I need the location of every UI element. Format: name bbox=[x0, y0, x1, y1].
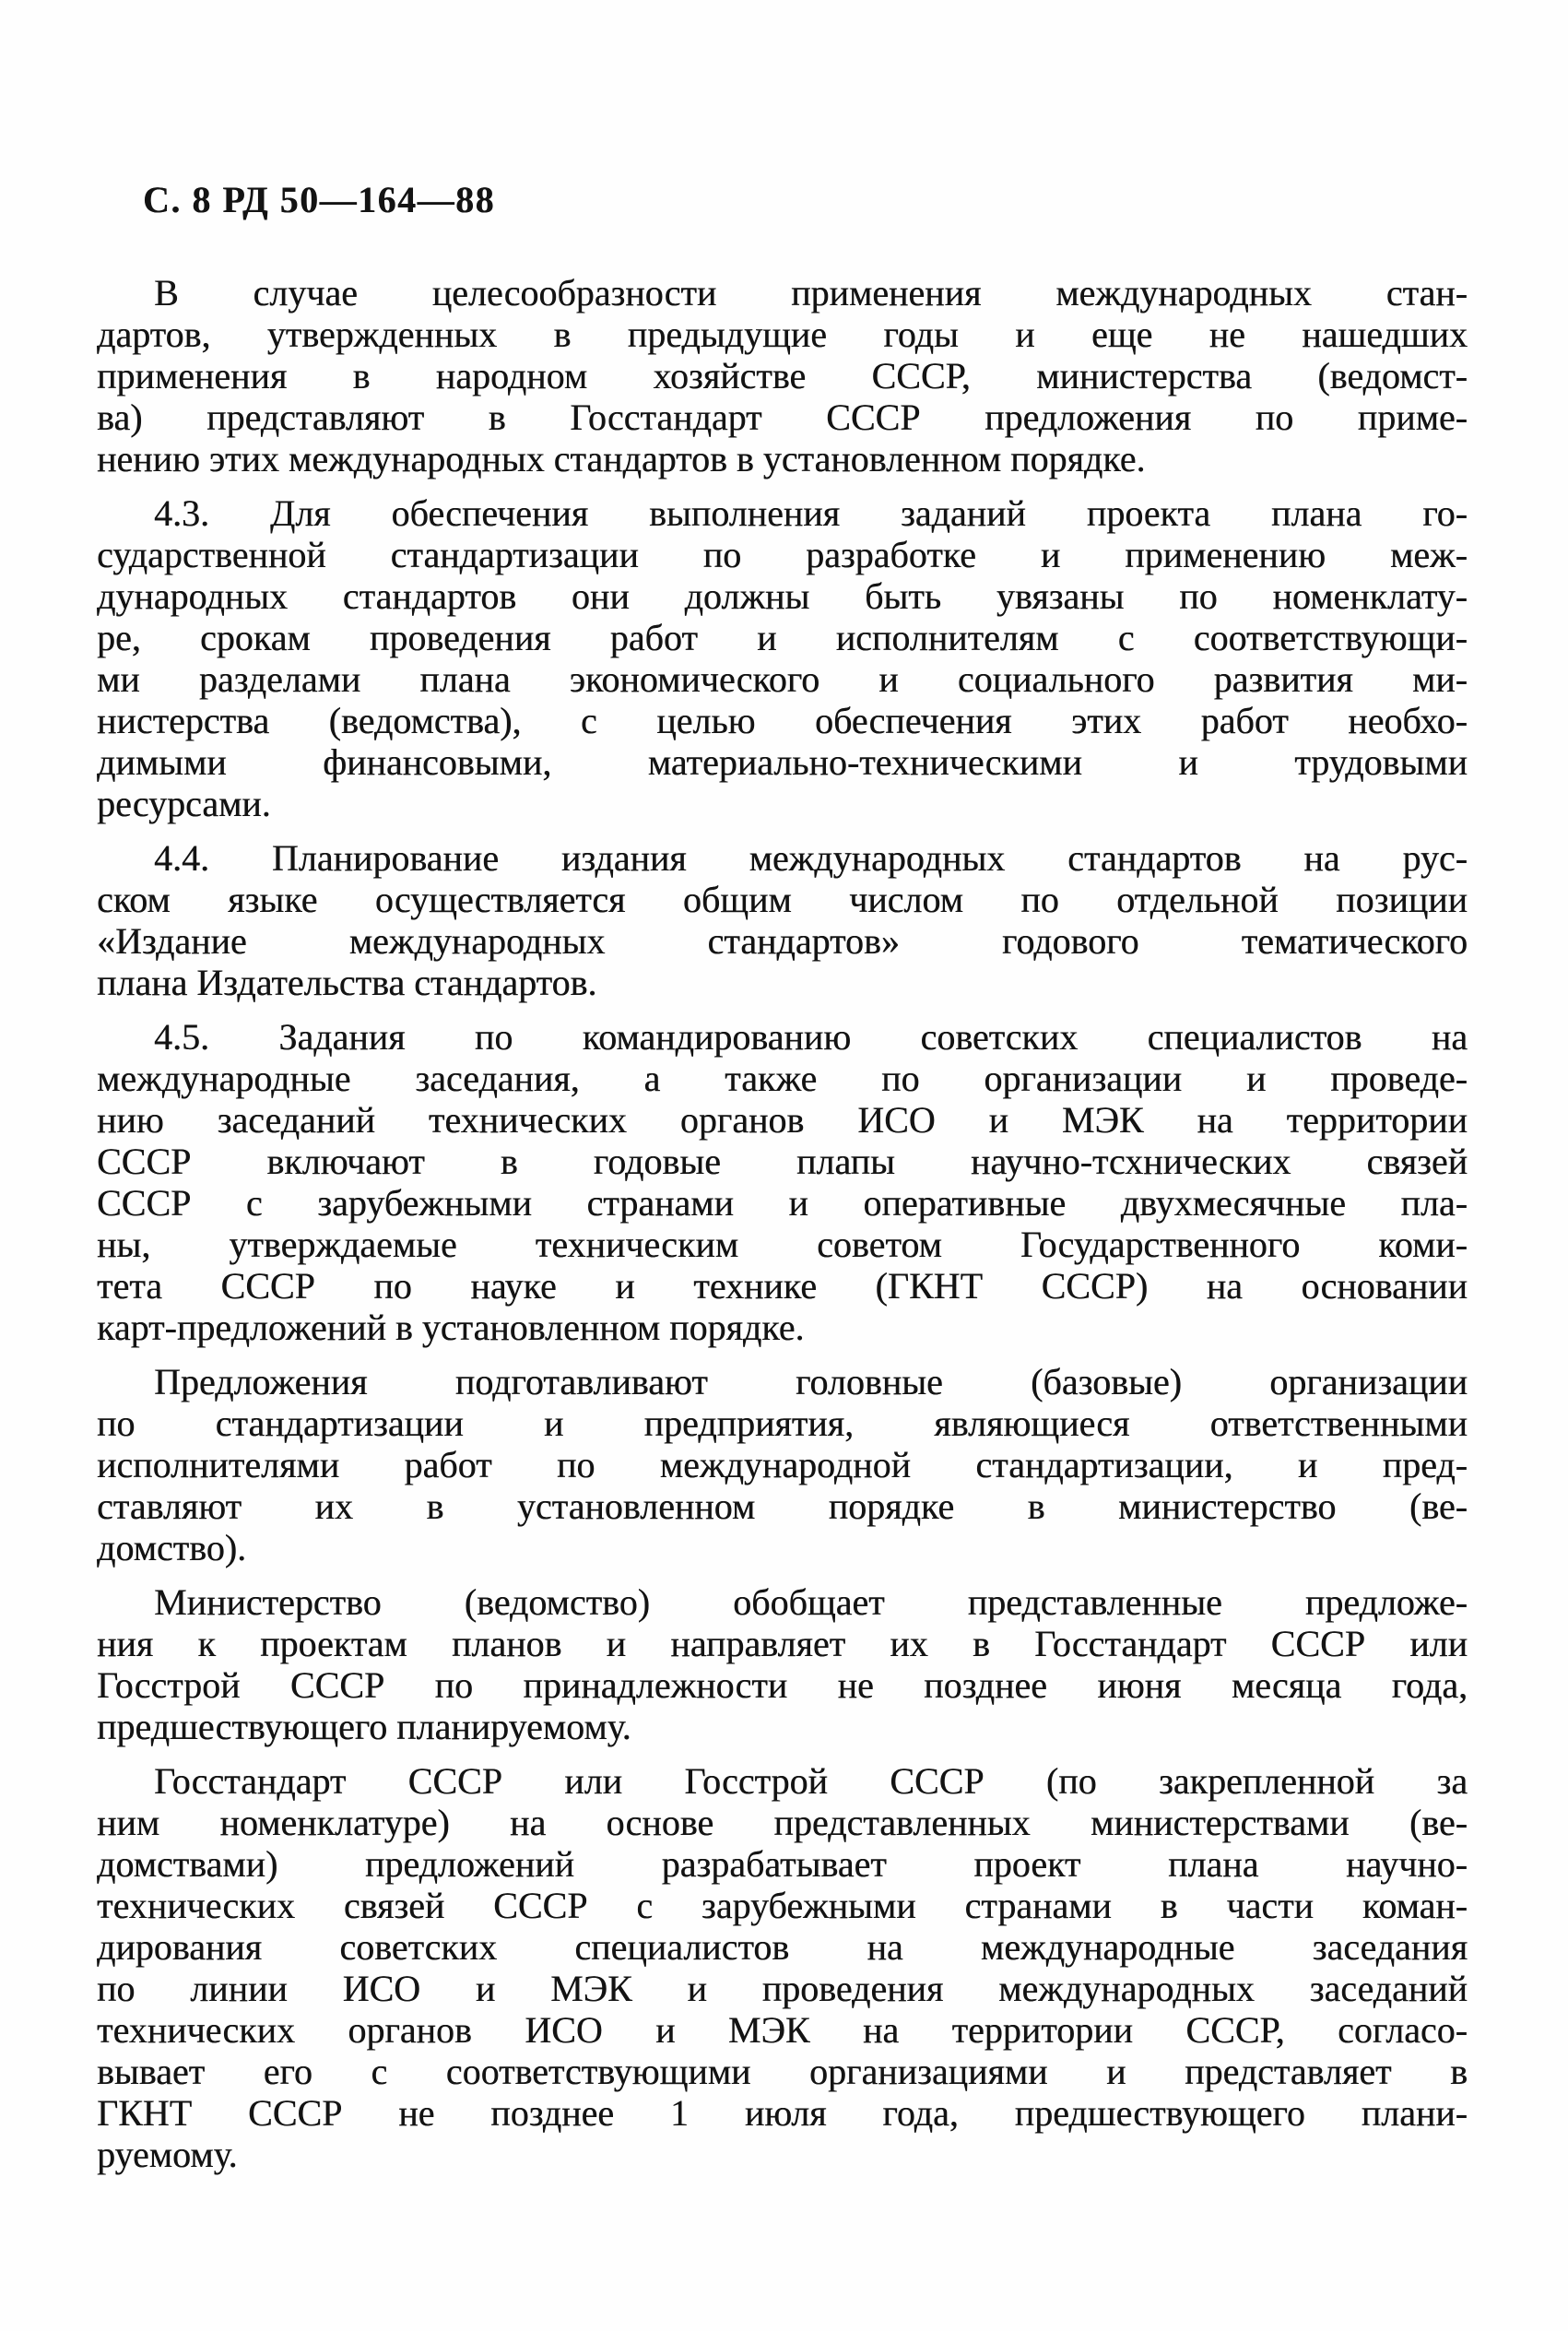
text-line: карт-предложений в установленном порядке. bbox=[97, 1307, 805, 1348]
text-line: руемому. bbox=[97, 2134, 238, 2175]
text-line: нению этих международных стандартов в установленном порядке. bbox=[97, 438, 1146, 479]
text-line: применения в народном хозяйстве СССР, министерства (ведомст- bbox=[97, 355, 1468, 396]
text-line: Госстрой СССР по принадлежности не позднее июня месяца года, bbox=[97, 1664, 1468, 1706]
text-line: домствами) предложений разрабатывает проект плана научно- bbox=[97, 1843, 1468, 1885]
text-line: ва) представляют в Госстандарт СССР предложения по приме- bbox=[97, 396, 1468, 438]
text-line: дирования советских специалистов на международные заседания bbox=[97, 1926, 1468, 1968]
text-line: ре, срокам проведения работ и исполнителям с соответствующи- bbox=[97, 617, 1468, 658]
paragraph bbox=[97, 492, 1468, 824]
text-line: технических органов ИСО и МЭК на территории СССР, согласо- bbox=[97, 2009, 1468, 2051]
text-line: по линии ИСО и МЭК и проведения международных заседаний bbox=[97, 1968, 1468, 2009]
document-body bbox=[97, 272, 1468, 2188]
paragraph bbox=[97, 837, 1468, 1003]
paragraph bbox=[97, 1361, 1468, 1568]
text-line: ми разделами плана экономического и социального развития ми- bbox=[97, 658, 1468, 700]
paragraph bbox=[97, 1760, 1468, 2175]
text-line: дународных стандартов они должны быть увязаны по номенклату- bbox=[97, 575, 1468, 617]
text-line: плана Издательства стандартов. bbox=[97, 962, 597, 1003]
text-line: ны, утверждаемые техническим советом Государственного коми- bbox=[97, 1224, 1468, 1265]
text-line: СССР включают в годовые плапы научно-тсхнических связей bbox=[97, 1141, 1468, 1182]
text-line: предшествующего планируемому. bbox=[97, 1706, 631, 1747]
text-line: технических связей СССР с зарубежными странами в части коман- bbox=[97, 1885, 1468, 1926]
paragraph bbox=[97, 272, 1468, 479]
text-line: тета СССР по науке и технике (ГКНТ СССР) на основании bbox=[97, 1265, 1468, 1307]
text-line: В случае целесообразности применения международных стан- bbox=[154, 272, 1468, 314]
text-line: 4.5. Задания по командированию советских специалистов на bbox=[154, 1016, 1468, 1058]
text-line: ставляют их в установленном порядке в министерство (ве- bbox=[97, 1485, 1468, 1527]
text-line: дартов, утвержденных в предыдущие годы и еще не нашедших bbox=[97, 314, 1468, 355]
text-line: ним номенклатуре) на основе представленных министерствами (ве- bbox=[97, 1802, 1468, 1843]
text-line: СССР с зарубежными странами и оперативные двухмесячные пла- bbox=[97, 1182, 1468, 1224]
text-line: нию заседаний технических органов ИСО и МЭК на территории bbox=[97, 1099, 1468, 1141]
paragraph bbox=[97, 1581, 1468, 1747]
text-line: «Издание международных стандартов» годового тематического bbox=[97, 920, 1468, 962]
text-line: ния к проектам планов и направляет их в Госстандарт СССР или bbox=[97, 1623, 1468, 1664]
text-line: исполнителями работ по международной стандартизации, и пред- bbox=[97, 1444, 1468, 1485]
text-line: 4.3. Для обеспечения выполнения заданий проекта плана го- bbox=[154, 492, 1468, 534]
paragraph bbox=[97, 1016, 1468, 1348]
text-line: вывает его с соответствующими организациями и представляет в bbox=[97, 2051, 1468, 2092]
text-line: международные заседания, а также по организации и проведе- bbox=[97, 1058, 1468, 1099]
text-line: нистерства (ведомства), с целью обеспечения этих работ необхо- bbox=[97, 700, 1468, 741]
text-line: 4.4. Планирование издания международных стандартов на рус- bbox=[154, 837, 1468, 879]
text-line: сударственной стандартизации по разработке и применению меж- bbox=[97, 534, 1468, 575]
text-line: димыми финансовыми, материально-техническими и трудовыми bbox=[97, 741, 1468, 783]
text-line: ресурсами. bbox=[97, 783, 271, 824]
text-line: ском языке осуществляется общим числом по отдельной позиции bbox=[97, 879, 1468, 920]
text-line: Госстандарт СССР или Госстрой СССР (по закрепленной за bbox=[154, 1760, 1468, 1802]
text-line: ГКНТ СССР не позднее 1 июля года, предшествующего плани- bbox=[97, 2092, 1468, 2134]
text-line: домство). bbox=[97, 1527, 247, 1568]
text-line: по стандартизации и предприятия, являющиеся ответственными bbox=[97, 1402, 1468, 1444]
text-line: Предложения подготавливают головные (базовые) организации bbox=[154, 1361, 1468, 1402]
running-header: С. 8 РД 50—164—88 bbox=[143, 179, 496, 220]
text-line: Министерство (ведомство) обобщает представленные предложе- bbox=[154, 1581, 1468, 1623]
